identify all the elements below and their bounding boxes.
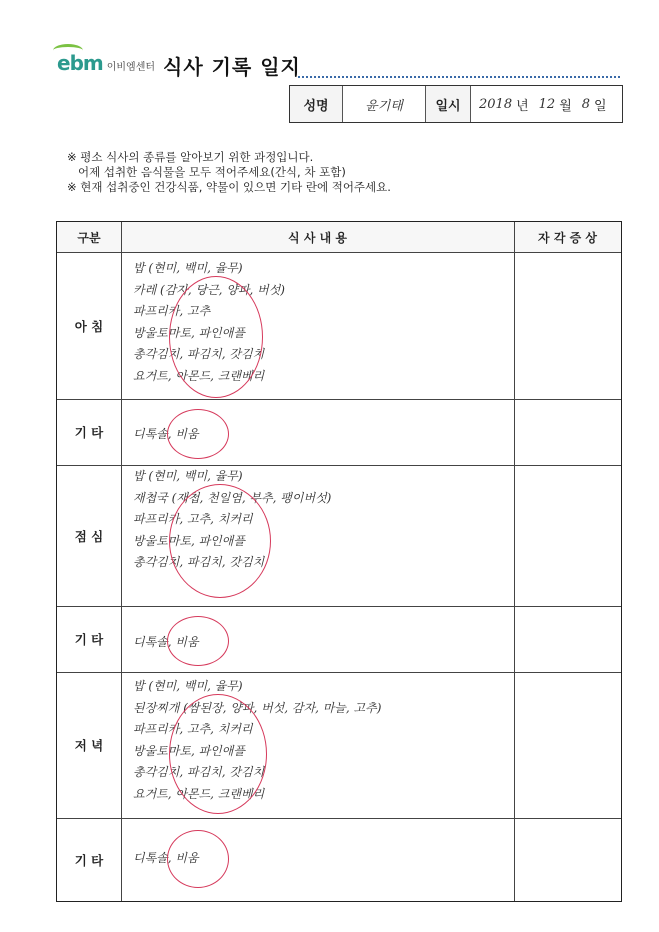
date-year-unit: 년 (516, 98, 529, 114)
note-line: ※ 평소 식사의 종류를 알아보기 위한 과정입니다. (67, 150, 314, 164)
row-label-dinner: 저 녁 (74, 738, 104, 753)
food-item: 밥 (현미, 백미, 율무) (133, 469, 243, 483)
name-value-text: 윤기태 (365, 98, 403, 114)
food-item: 카레 (감자, 당근, 양파, 버섯) (133, 282, 285, 297)
date-day: 8 (581, 96, 591, 112)
row-divider (57, 252, 621, 253)
food-item: 요거트, 아몬드, 크랜베리 (133, 786, 265, 801)
column-divider (514, 222, 515, 901)
row-divider (57, 399, 621, 400)
note-line: ※ 현재 섭취중인 건강식품, 약물이 있으면 기타 란에 적어주세요. (67, 180, 391, 194)
page-title: 식사 기록 일지 (163, 55, 301, 79)
row-divider (57, 818, 621, 819)
row-divider (57, 606, 621, 607)
annotation-circle (169, 694, 267, 814)
food-item: 밥 (현미, 백미, 율무) (133, 261, 243, 275)
food-item: 방울토마토, 파인애플 (133, 743, 245, 758)
food-item: 파프리카, 고추, 치커리 (133, 512, 253, 526)
column-divider (121, 222, 122, 901)
ebm-logo (57, 52, 155, 74)
logo-text: 이비엠센터 (106, 61, 156, 73)
logo-mark-text: ebm (57, 51, 103, 75)
food-item: 총각김치, 파김치, 갓김치 (133, 765, 265, 779)
food-item: 디톡솔, 비움 (133, 427, 199, 441)
annotation-circle (167, 409, 229, 459)
food-item: 파프리카, 고추 (133, 304, 211, 318)
instructions (67, 150, 391, 195)
note-line: 어제 섭취한 음식물을 모두 적어주세요(간식, 차 포함) (67, 165, 346, 179)
row-label-breakfast: 아 침 (74, 318, 104, 334)
annotation-circle (167, 616, 229, 666)
date-year: 2018 (479, 96, 513, 112)
header-category: 구분 (57, 222, 121, 252)
header-content: 식 사 내 용 (121, 222, 514, 252)
annotation-circle (169, 276, 263, 398)
logo-swoosh-icon (53, 44, 83, 57)
date-value (471, 86, 622, 122)
date-label: 일시 (426, 86, 471, 122)
row-divider (57, 672, 621, 673)
food-item: 요거트, 아몬드, 크랜베리 (133, 368, 265, 383)
food-item: 파프리카, 고추, 치커리 (133, 722, 253, 736)
food-item: 밥 (현미, 백미, 율무) (133, 679, 243, 693)
food-item: 디톡솔, 비움 (133, 851, 199, 865)
food-item: 총각김치, 파김치, 갓김치 (133, 555, 265, 569)
row-label-etc: 기 타 (74, 632, 104, 647)
food-item: 총각김치, 파김치, 갓김치 (133, 347, 265, 361)
food-item: 방울토마토, 파인애플 (133, 325, 245, 340)
meta-box (289, 85, 623, 123)
food-item: 방울토마토, 파인애플 (133, 533, 245, 548)
date-day-unit: 일 (594, 98, 607, 114)
date-month-unit: 월 (559, 98, 572, 114)
annotation-circle (167, 830, 229, 888)
food-item: 재첩국 (재첩, 천일염, 부추, 팽이버섯) (133, 490, 332, 505)
food-item: 된장찌개 (쌈된장, 양파, 버섯, 감자, 마늘, 고추) (133, 700, 382, 715)
logo-mark (57, 51, 103, 75)
row-label-etc: 기 타 (74, 852, 104, 868)
annotation-circle (169, 484, 271, 598)
row-label-etc: 기 타 (74, 425, 104, 440)
meal-table (56, 221, 622, 902)
name-value (343, 86, 426, 122)
name-label: 성명 (290, 86, 343, 122)
title-dotted-rule (298, 76, 620, 78)
row-label-lunch: 점 심 (74, 528, 104, 544)
date-month: 12 (538, 96, 556, 112)
food-item: 디톡솔, 비움 (133, 635, 199, 649)
header-symptoms: 자 각 증 상 (514, 222, 621, 252)
